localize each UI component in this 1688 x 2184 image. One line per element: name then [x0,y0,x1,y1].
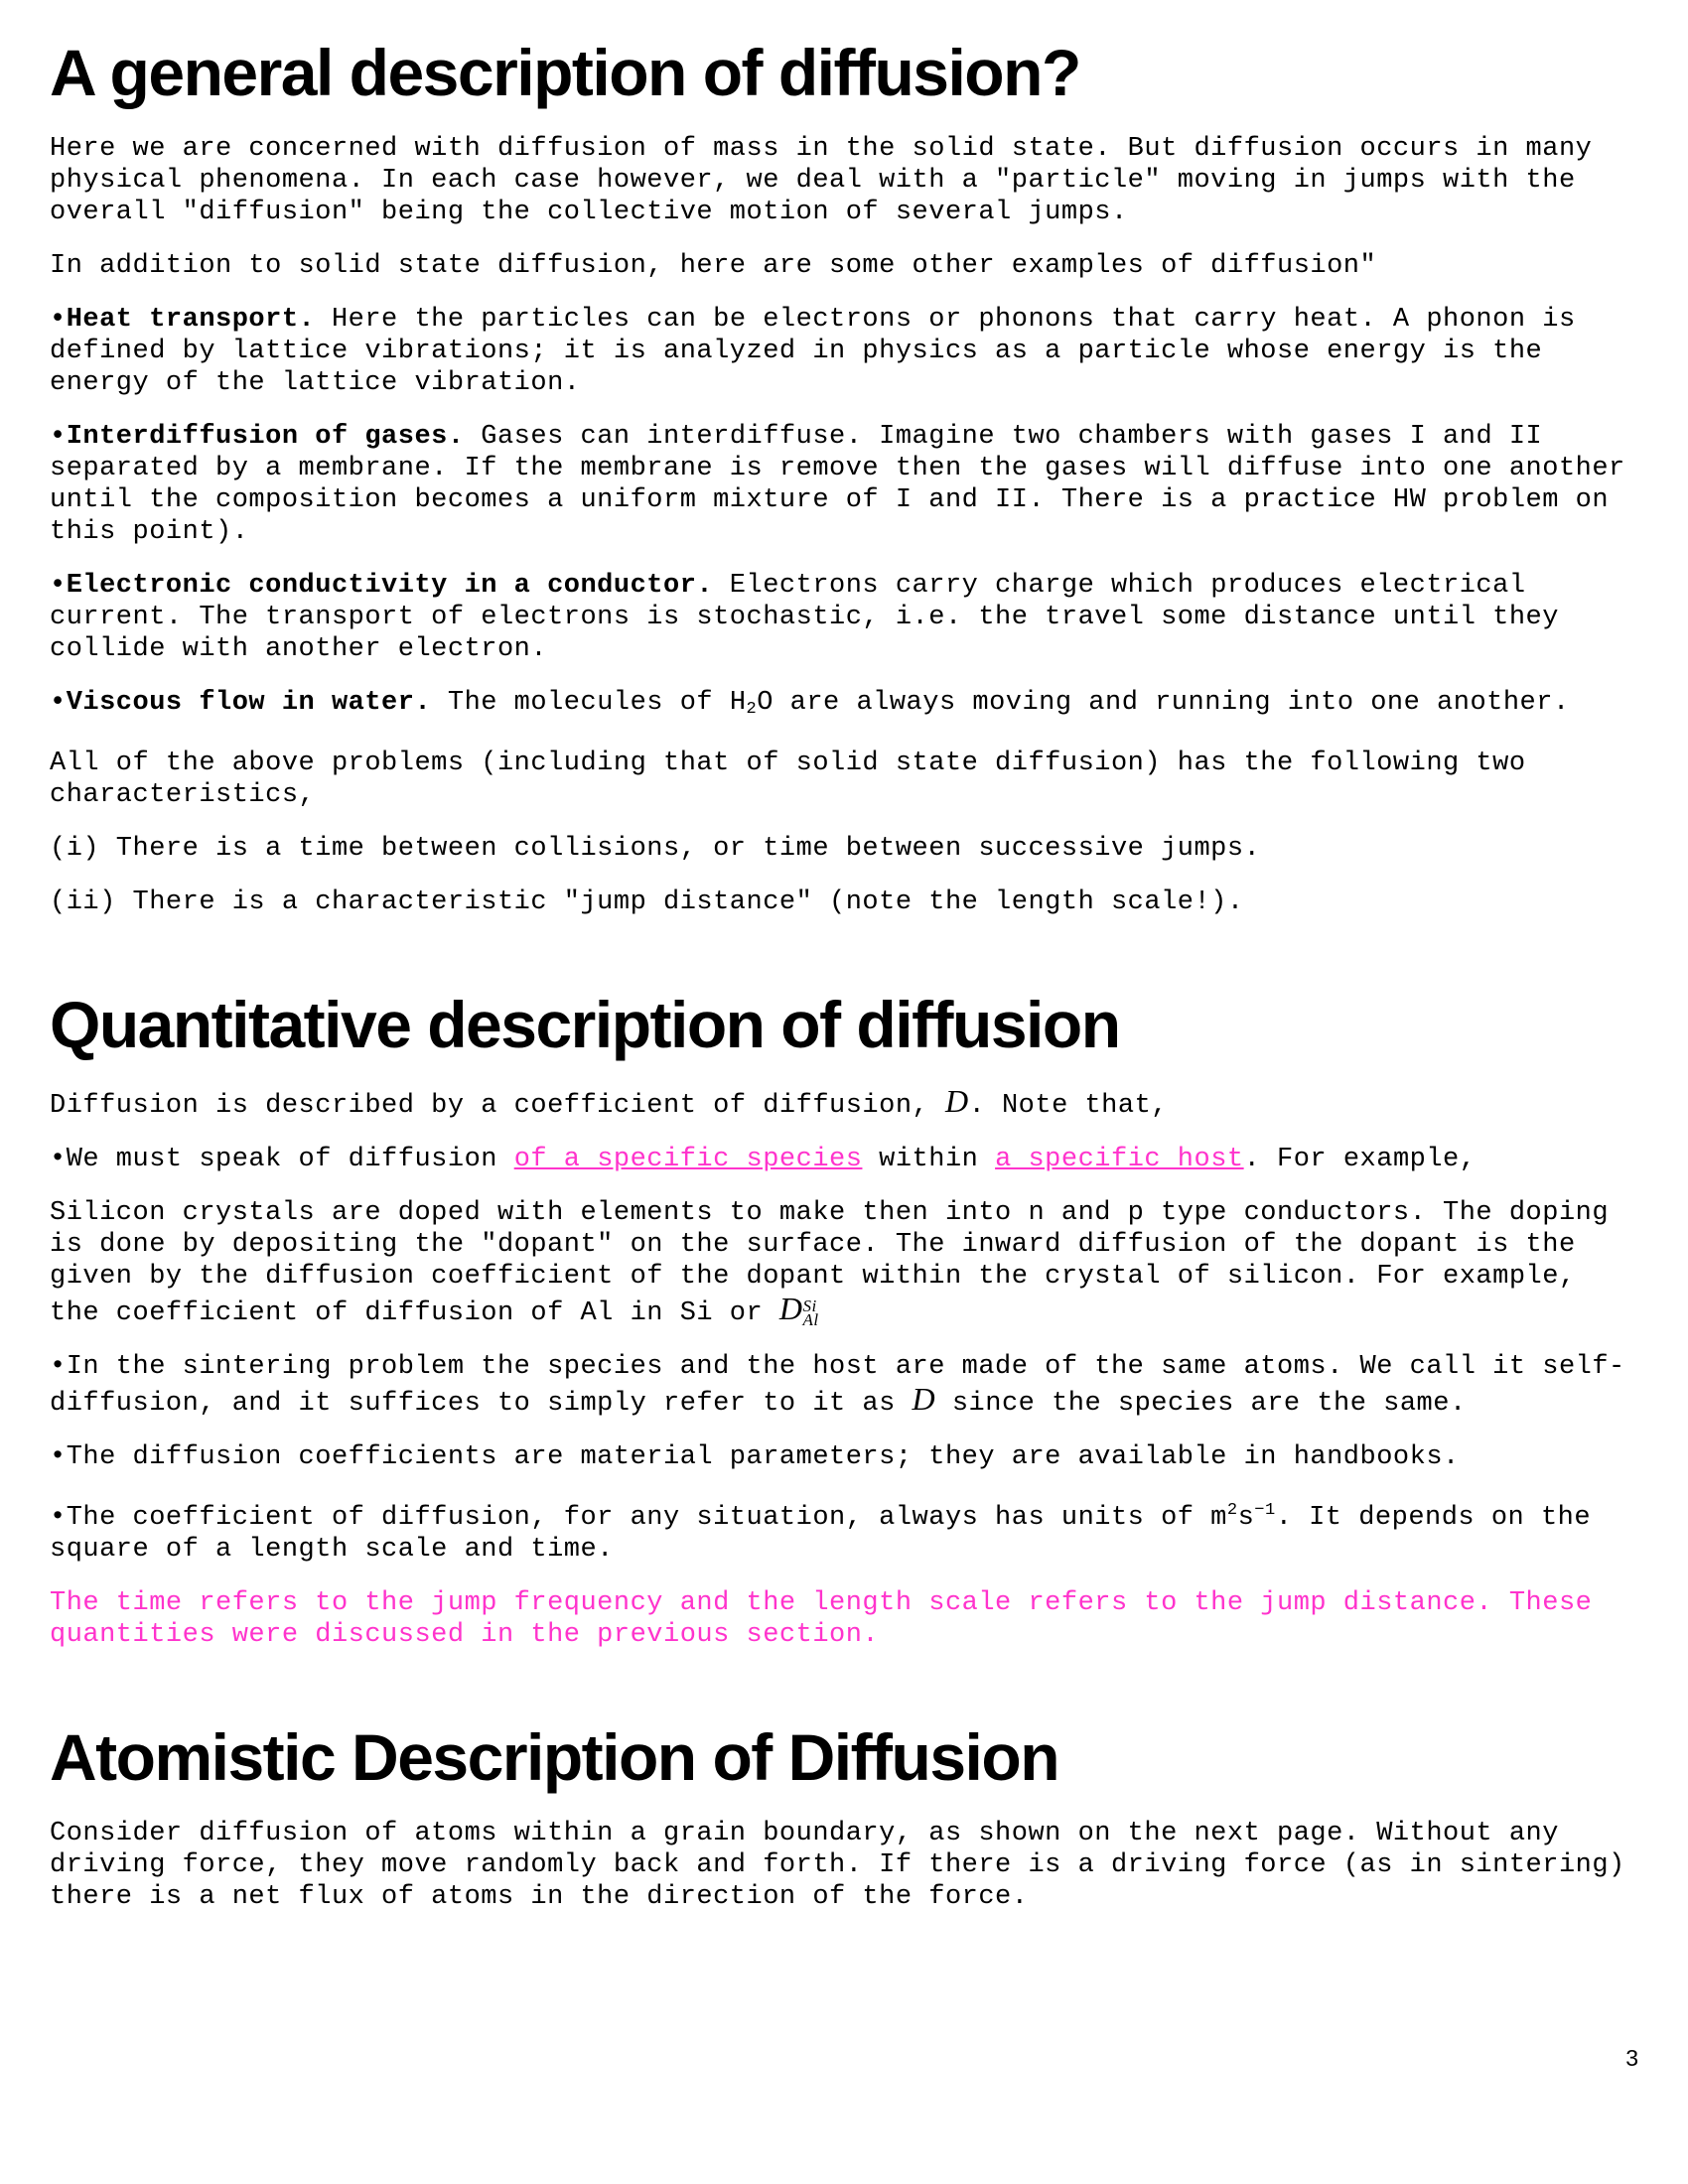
bullet-term: •Viscous flow in water. [50,687,432,718]
characteristic-i: (i) There is a time between collisions, or time between successive jumps. [50,833,1261,864]
superscript-si: Si [802,1296,817,1315]
document-page [50,36,1638,1935]
paragraph: In addition to solid state diffusion, here are some other examples of diffusion" [50,250,1377,281]
bullet-viscous-flow: •Viscous flow in water. The molecules of $H_2O$ are always moving and running into one another. [50,687,1570,719]
bullet-species-host: •We must speak of diffusion of a specific species within a specific host. For example, [50,1144,1477,1174]
highlighted-note: The time refers to the jump frequency and the length scale refers to the jump distance. These quantities were discussed in the previous section. [50,1587,1593,1650]
symbol-d: D [912,1380,936,1417]
symbol-d-al-si: DSi Al [778,1290,819,1329]
bullet-electronic-conductivity: •Electronic conductivity in a conductor. Electrons carry charge which produces electrical current. The transport of electrons is stochastic, i.e. the travel some distance until they collide with another electron. [50,570,1559,664]
underlined-host: a specific host [995,1144,1244,1174]
bullet-heat-transport: •Heat transport. Here the particles can be electrons or phonons that carry heat. A phonon is defined by lattice vibrations; it is analyzed in physics as a particle whose energy is the energy of the lattice vibration. [50,304,1576,398]
paragraph: Consider diffusion of atoms within a grain boundary, as shown on the next page. Without any driving force, they move randomly back and forth. If there is a driving force (as in sintering) there is a net flux of atoms in the direction of the force. [50,1818,1625,1912]
symbol-d: D [944,1082,969,1119]
paragraph: All of the above problems (including that of solid state diffusion) has the following two characteristics, [50,748,1526,810]
paragraph: Diffusion is described by a coefficient of diffusion, D. Note that, [50,1082,1168,1121]
bullet-term: •Interdiffusion of gases. [50,421,465,452]
characteristic-ii: (ii) There is a characteristic "jump distance" (note the length scale!). [50,887,1244,917]
underlined-species: of a specific species [513,1144,863,1174]
bullet-material-parameters: •The diffusion coefficients are material parameters; they are available in handbooks. [50,1441,1460,1472]
bullet-self-diffusion: •In the sintering problem the species and the host are made of the same atoms. We call it self-diffusion, and it suffices to simply refer to it as D since the species are the same. [50,1351,1625,1419]
bullet-term: •Electronic conductivity in a conductor. [50,570,714,601]
section-title-quantitative: Quantitative description of diffusion [50,987,1120,1061]
subscript-al: Al [802,1309,819,1329]
paragraph: Here we are concerned with diffusion of mass in the solid state. But diffusion occurs in many physical phenomena. In each case however, we deal with a "particle" moving in jumps with the overall "diffusion" being the collective motion of several jumps. [50,133,1593,227]
page-number: 3 [1625,2045,1638,2071]
section-title-general: A general description of diffusion? [50,36,1080,109]
bullet-units: •The coefficient of diffusion, for any situation, always has units of $m^2s^{-1}$. It depends on the square of a length scale and time. [50,1500,1592,1565]
bullet-interdiffusion: •Interdiffusion of gases. Gases can interdiffuse. Imagine two chambers with gases I and II separated by a membrane. If the membrane is remove then the gases will diffuse into one another until the composition becomes a uniform mixture of I and II. There is a practice HW problem on this point). [50,421,1625,547]
paragraph-silicon-doping: Silicon crystals are doped with elements to make then into n and p type conductors. The doping is done by depositing the "dopant" on the surface. The inward diffusion of the dopant is the given by the diffusion coefficient of the dopant within the crystal of silicon. For example, the coefficient of diffusion of Al in Si or DSi Al [50,1197,1610,1329]
bullet-term: •Heat transport. [50,304,316,335]
section-title-atomistic: Atomistic Description of Diffusion [50,1719,1059,1794]
